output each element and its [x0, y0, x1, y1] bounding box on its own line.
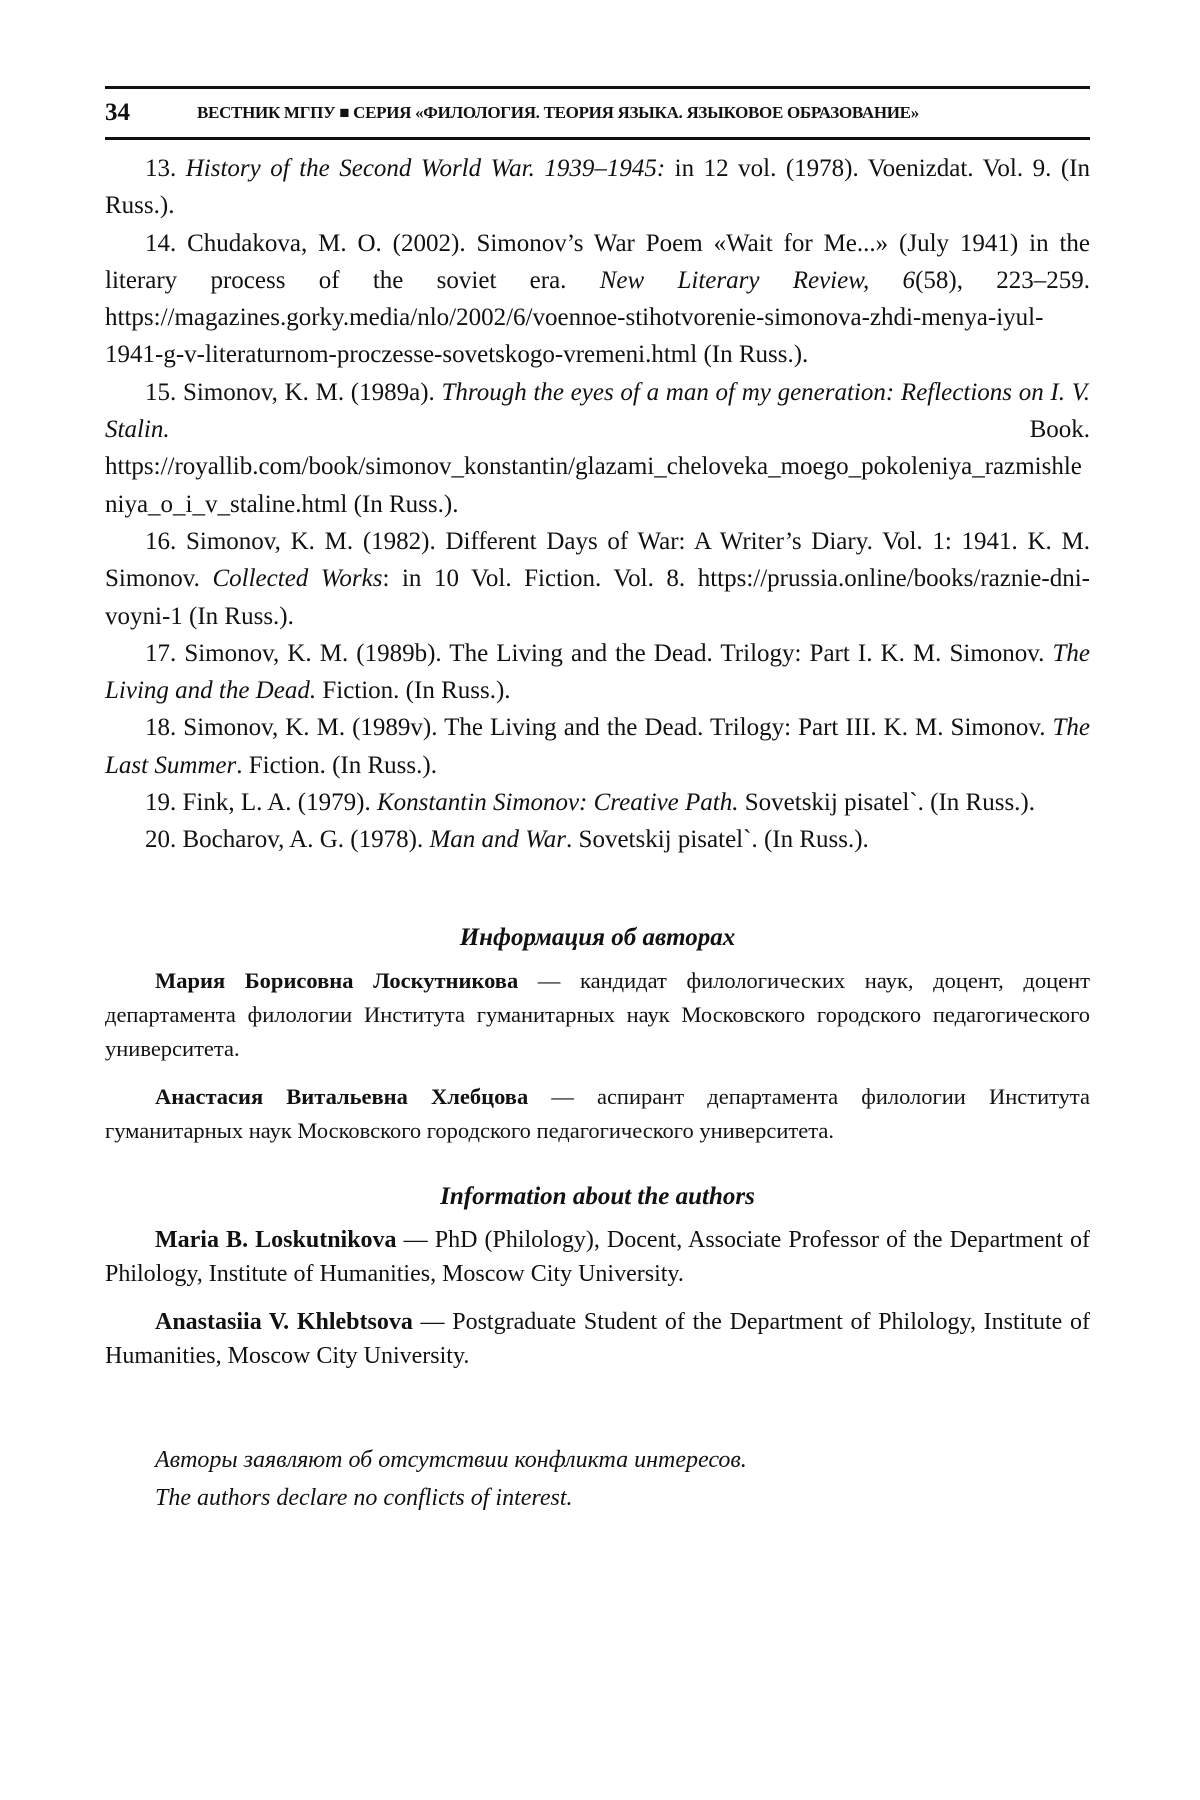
conflict-statement-en: The authors declare no conflicts of interest. [155, 1479, 1090, 1517]
reference-title: Konstantin Simonov: Creative Path. [377, 789, 739, 816]
author-name: Anastasiia V. Khlebtsova [155, 1309, 413, 1335]
reference-text: 14. Chudakova, M. O. (2002). Simonov’s War Poem «Wait for Me...» (July 1941) in the literary process of the soviet era. [105, 230, 1090, 294]
reference-item [105, 821, 1090, 858]
author-description: — кандидат филологических наук, доцент, доцент департамента филологии Института гуманитарных наук Московского городского педагогического университета. [105, 968, 1090, 1061]
reference-title: Collected Works [212, 565, 382, 592]
reference-text: Book. https://royallib.com/book/simonov_konstantin/glazami_cheloveka_moego_pokoleniya_razmishleniya_o_i_v_staline.html (In Russ.). [105, 416, 1090, 518]
author-entry [105, 964, 1090, 1066]
journal-title: ВЕСТНИК МГПУ ■ СЕРИЯ «ФИЛОЛОГИЯ. ТЕОРИЯ ЯЗЫКА. ЯЗЫКОВОЕ ОБРАЗОВАНИЕ» [197, 103, 919, 123]
reference-item [105, 225, 1090, 374]
author-name: Анастасия Витальевна Хлебцова [155, 1084, 528, 1109]
page-number: 34 [105, 99, 197, 127]
author-description: — Postgraduate Student of the Department of Philology, Institute of Humanities, Moscow City University. [105, 1309, 1090, 1369]
reference-title: History of the Second World War. 1939–1945: [186, 155, 665, 182]
reference-text: 15. Simonov, K. M. (1989a). [145, 379, 442, 406]
reference-item [105, 523, 1090, 635]
author-entry [105, 1305, 1090, 1373]
author-entry [105, 1080, 1090, 1148]
running-header [105, 89, 1090, 137]
section-heading: Информация об авторах [105, 919, 1090, 956]
conflict-statement-ru: Авторы заявляют об отсутствии конфликта интересов. [155, 1441, 1090, 1479]
reference-item [105, 784, 1090, 821]
reference-text: 19. Fink, L. A. (1979). [145, 789, 377, 816]
reference-title: New Literary Review, 6 [600, 267, 915, 294]
reference-list [105, 150, 1090, 859]
author-entry [105, 1223, 1090, 1291]
reference-title: The Living and the Dead. [105, 640, 1090, 704]
reference-text: in 12 vol. (1978). Voenizdat. Vol. 9. (In Russ.). [105, 155, 1090, 219]
reference-text: . Sovetskij pisatel`. (In Russ.). [566, 826, 869, 853]
reference-text: : in 10 Vol. Fiction. Vol. 8. https://prussia.online/books/raznie-dni-voyni-1 (In Russ.). [105, 565, 1090, 629]
reference-title: The Last Summer [105, 714, 1090, 778]
authors-info-ru [105, 919, 1090, 1148]
author-description: — PhD (Philology), Docent, Associate Professor of the Department of Philology, Institute of Humanities, Moscow City University. [105, 1227, 1090, 1287]
section-heading: Information about the authors [105, 1178, 1090, 1215]
header-rule-bottom [105, 137, 1090, 140]
reference-text: Sovetskij pisatel`. (In Russ.). [739, 789, 1036, 816]
reference-title: Through the eyes of a man of my generation: Reflections on I. V. Stalin. [105, 379, 1090, 443]
reference-item [105, 150, 1090, 225]
reference-text: 17. Simonov, K. M. (1989b). The Living and the Dead. Trilogy: Part I. K. M. Simonov. [145, 640, 1053, 667]
author-name: Мария Борисовна Лоскутникова [155, 968, 518, 993]
reference-item [105, 709, 1090, 784]
reference-item [105, 374, 1090, 523]
reference-text: Fiction. (In Russ.). [316, 677, 510, 704]
reference-text: 18. Simonov, K. M. (1989v). The Living and the Dead. Trilogy: Part III. K. M. Simonov. [145, 714, 1053, 741]
reference-title: Man and War [429, 826, 566, 853]
reference-text: 20. Bocharov, A. G. (1978). [145, 826, 429, 853]
reference-item [105, 635, 1090, 710]
author-name: Maria B. Loskutnikova [155, 1227, 397, 1253]
authors-info-en [105, 1178, 1090, 1373]
reference-text: 13. [145, 155, 186, 182]
reference-text: . Fiction. (In Russ.). [236, 752, 437, 779]
reference-text: (58), 223–259. https://magazines.gorky.media/nlo/2002/6/voennoe-stihotvorenie-simonova-zhdi-menya-iyul-1941-g-v-literaturnom-proczesse-sovetskogo-vremeni.html (In Russ.). [105, 267, 1090, 369]
page [105, 86, 1090, 1517]
author-description: — аспирант департамента филологии Института гуманитарных наук Московского городского педагогического университета. [105, 1084, 1090, 1143]
conflict-statement [105, 1441, 1090, 1517]
reference-text: 16. Simonov, K. M. (1982). Different Days of War: A Writer’s Diary. Vol. 1: 1941. K. M. Simonov. [105, 528, 1090, 592]
